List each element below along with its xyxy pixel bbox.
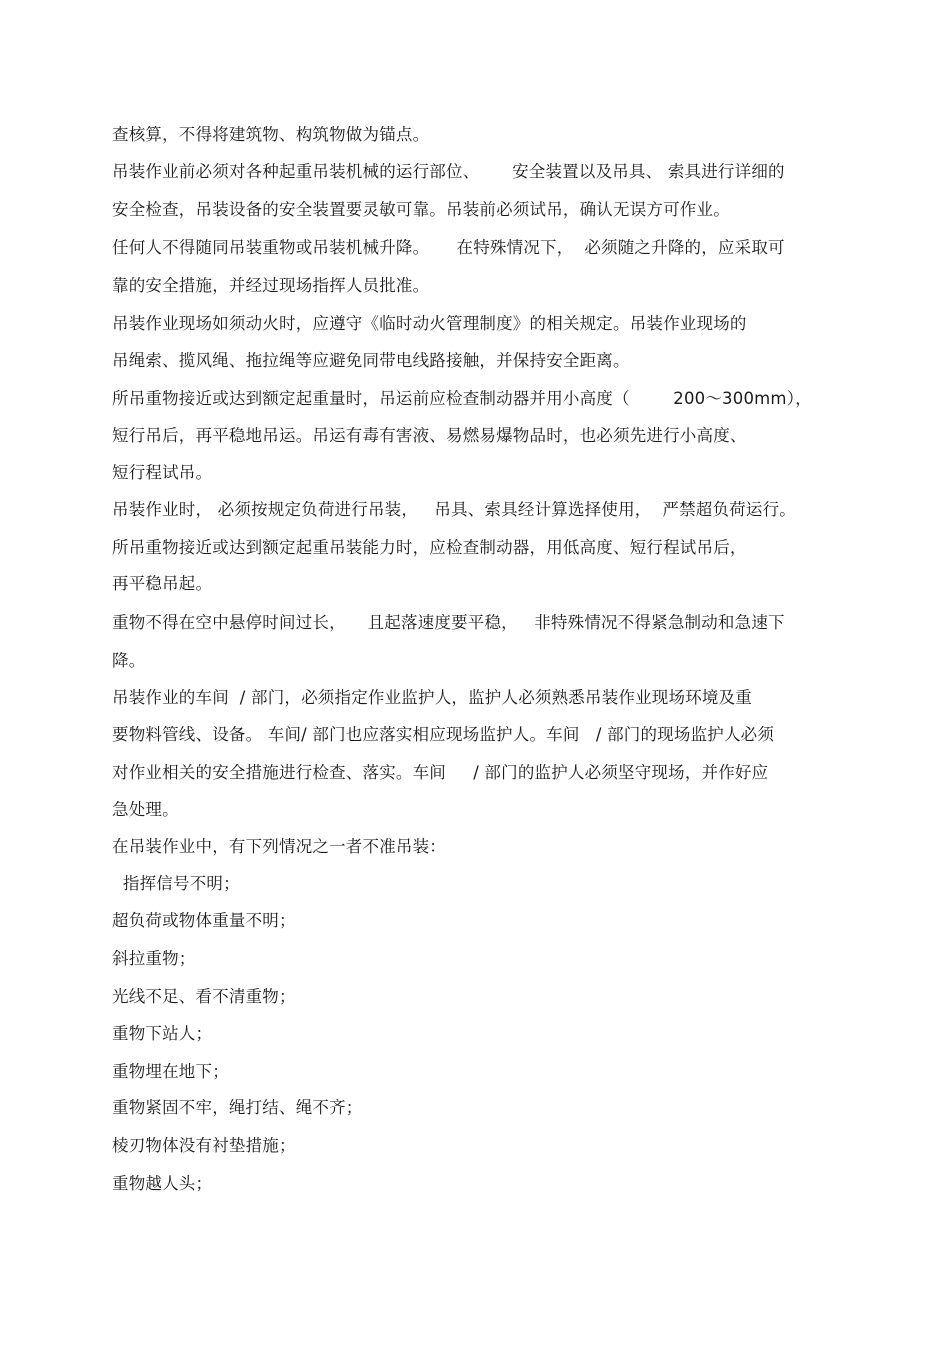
text-line: 吊装作业的车间 / 部门，必须指定作业监护人，监护人必须熟悉吊装作业现场环境及重 [112,688,752,707]
list-item: 重物紧固不牢，绳打结、绳不齐； [112,1098,363,1117]
text-line: 降。 [112,651,146,670]
text-line: 短行程试吊。 [112,463,213,482]
text-line: 所吊重物接近或达到额定起重量时，吊运前应检查制动器并用小高度（ 200～300mm）， [112,389,812,408]
list-item: 超负荷或物体重量不明； [112,911,296,930]
text-line: 吊装作业前必须对各种起重吊装机械的运行部位、 安全装置以及吊具、 索具进行详细的 [112,162,785,181]
list-item: 重物埋在地下； [112,1062,229,1081]
list-item: 重物越人头； [112,1174,213,1193]
text-line: 重物不得在空中悬停时间过长， 且起落速度要平稳， 非特殊情况不得紧急制动和急速下 [112,613,785,632]
list-item: 斜拉重物； [112,949,196,968]
text-line: 所吊重物接近或达到额定起重吊装能力时，应检查制动器，用低高度、短行程试吊后， [112,538,747,557]
text-line: 再平稳吊起。 [112,574,213,593]
text-line: 在吊装作业中，有下列情况之一者不准吊装： [112,837,446,856]
text-line: 要物料管线、设备。 车间/ 部门也应落实相应现场监护人。车间 / 部门的现场监护人必须 [112,725,775,744]
text-line: 吊装作业现场如须动火时，应遵守《临时动火管理制度》的相关规定。吊装作业现场的 [112,314,747,333]
text-line: 吊装作业时， 必须按规定负荷进行吊装， 吊具、索具经计算选择使用， 严禁超负荷运行。 [112,500,796,519]
text-line: 查核算，不得将建筑物、构筑物做为锚点。 [112,125,430,144]
text-line: 对作业相关的安全措施进行检查、落实。车间 / 部门的监护人必须坚守现场，并作好应 [112,763,769,782]
text-line: 任何人不得随同吊装重物或吊装机械升降。 在特殊情况下， 必须随之升降的，应采取可 [112,238,785,257]
text-line: 吊绳索、揽风绳、拖拉绳等应避免同带电线路接触，并保持安全距离。 [112,351,630,370]
text-line: 急处理。 [112,800,179,819]
list-item: 光线不足、看不清重物； [112,987,296,1006]
text-line: 安全检查，吊装设备的安全装置要灵敏可靠。吊装前必须试吊，确认无误方可作业。 [112,200,730,219]
text-line: 靠的安全措施，并经过现场指挥人员批准。 [112,276,430,295]
list-item: 棱刃物体没有衬垫措施； [112,1136,296,1155]
list-item: 重物下站人； [112,1024,213,1043]
text-line: 短行吊后，再平稳地吊运。吊运有毒有害液、易燃易爆物品时，也必须先进行小高度、 [112,426,747,445]
list-item: 指挥信号不明； [112,874,240,893]
